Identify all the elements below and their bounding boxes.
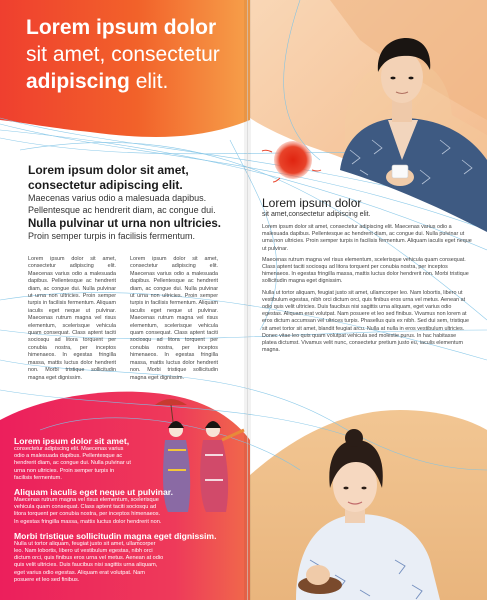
pink-heading-1: Lorem ipsum dolor sit amet, <box>14 436 130 446</box>
right-para-2: Maecenas rutrum magna vel risus elementum, scelerisque vehicula quam consequat. Class aptent taciti sociosqu ad litora torquent per conubia nostra, per inceptos himenaeos. In egestas fringilla massa, mattis luctus dolor hendrerit non. Morbi tristique sollicitudin magna eget dignissim. <box>262 256 469 285</box>
title-line-3-rest: elit. <box>129 70 169 93</box>
intro-heading-line-1: Lorem ipsum dolor sit amet, <box>28 163 189 177</box>
title-line-1: Lorem ipsum dolor <box>26 16 217 39</box>
right-body <box>262 224 472 358</box>
intro-para-line-2: Pellentesque ac hendrerit diam, ac congue dui. <box>28 204 216 215</box>
body-column-1: Lorem ipsum dolor sit amet, consectetur adipiscing elit. Maecenas varius odio a malesuada dapibus. Pellentesque ac hendrerit diam, ac congue dui. Nulla pulvinar ut urna non ultricies. Proin semper turpis in facilisis fermentum. Aliquam iaculis eget neque ut pulvinar. Maecenas rutrum magna vel risus elementum, scelerisque vehicula quam consequat. Class aptent taciti sociosqu ad litora torquent per conubia nostra, per inceptos himenaeos. In egestas fringilla massa, mattis luctus dolor hendrerit non. Morbi tristique sollicitudin magna eget dignissim. <box>28 256 116 381</box>
title-line-3 <box>26 68 246 95</box>
pink-heading-2: Aliquam iaculis eget neque ut pulvinar. <box>14 487 174 498</box>
pink-para-2: Maecenas rutrum magna vel risus elementum, scelerisque vehicula quam consequat. Class aptent taciti sociosqu ad litora torquent per conubia nostra, per inceptos himenaeos. In egestas fringilla massa, mattis luctus dolor hendrerit non. <box>14 497 162 525</box>
pink-panel-text <box>14 436 224 589</box>
right-title: Lorem ipsum dolor <box>262 196 362 210</box>
pink-heading-3: Morbi tristique sollicitudin magna eget dignissim. <box>14 530 217 541</box>
intro-subheading: Nulla pulvinar ut urna non ultricies. <box>28 218 221 230</box>
intro-heading-line-2: consectetur adipiscing elit. <box>28 178 183 192</box>
title-line-2: sit amet, consectetur <box>26 43 220 66</box>
title-line-3-bold: adipiscing <box>26 70 130 93</box>
right-subtitle: sit amet,consectetur adipiscing elit. <box>262 211 371 218</box>
page-title <box>26 14 246 95</box>
pink-para-1: consectetur adipiscing elit. Maecenas varius odio a malesuada dapibus. Pellentesque ac hendrerit diam, ac congue dui. Nulla pulvinar ut urna non ultricies. Proin semper turpis in facilisis fermentum. <box>14 446 131 481</box>
intro-sub-para: Proin semper turpis in facilisis fermentum. <box>28 231 196 241</box>
right-para-3: Nulla ut tortor aliquam, feugiat justo sit amet, ullamcorper leo. Nam lobortis, libero ut vestibulum egestas, nibh orci dictum orci, quis finibus eros urna vel metus. Aenean at odio quis velit ultricies. Duis faucibus nisi sagittis urna aliquam, eget varius odio egestas. Aliquam erat volutpat. Nam posuere et leo sed finibus. Vivamus non lorem at eros dictum accumsan vel ultrices turpis. Phasellus quis ex nibh. Sed dui sem, tristique sit amet tortor sit amet, blandit feugiat arcu. Nulla at nulla in eros vestibulum ultricies. Donec vitae leo quis quam volutpat vehicula sed molestie purus. In hac habitasse platea dictumst. Vivamus velit nunc, consectetur pretium justo eu, iaculis elementum magna. <box>262 289 470 354</box>
right-para-1: Lorem ipsum dolor sit amet, consectetur adipiscing elit. Maecenas varius odio a malesuada dapibus. Pellentesque ac hendrerit diam, ac congue dui. Nulla pulvinar ut urna non ultricies. Proin semper turpis in facilisis fermentum. Aliquam iaculis eget neque ut pulvinar. <box>262 224 472 252</box>
intro-block <box>28 163 233 243</box>
intro-para-line-1: Maecenas varius odio a malesuada dapibus. <box>28 193 207 203</box>
pink-para-3: Nulla ut tortor aliquam, feugiat justo sit amet, ullamcorper leo. Nam lobortis, libero ut vestibulum egestas, nibh orci dictum orci, quis finibus eros urna vel metus. Aenean at odio quis velit ultricies. Duis faucibus nisi sagittis urna aliquam, eget varius odio egestas. Aliquam erat volutpat. Nam posuere et leo sed finibus. <box>14 540 164 583</box>
body-column-2: Lorem ipsum dolor sit amet, consectetur adipiscing elit. Maecenas varius odio a malesuada dapibus. Pellentesque ac hendrerit diam, ac congue dui. Nulla pulvinar ut urna non ultricies. Proin semper turpis in facilisis fermentum. Aliquam iaculis eget neque ut pulvinar. Maecenas rutrum magna vel risus elementum, scelerisque vehicula quam consequat. Class aptent taciti sociosqu ad litora torquent per conubia nostra, per inceptos himenaeos. In egestas fringilla massa, mattis luctus dolor hendrerit non. Morbi tristique sollicitudin magna eget dignissim. <box>130 256 218 381</box>
